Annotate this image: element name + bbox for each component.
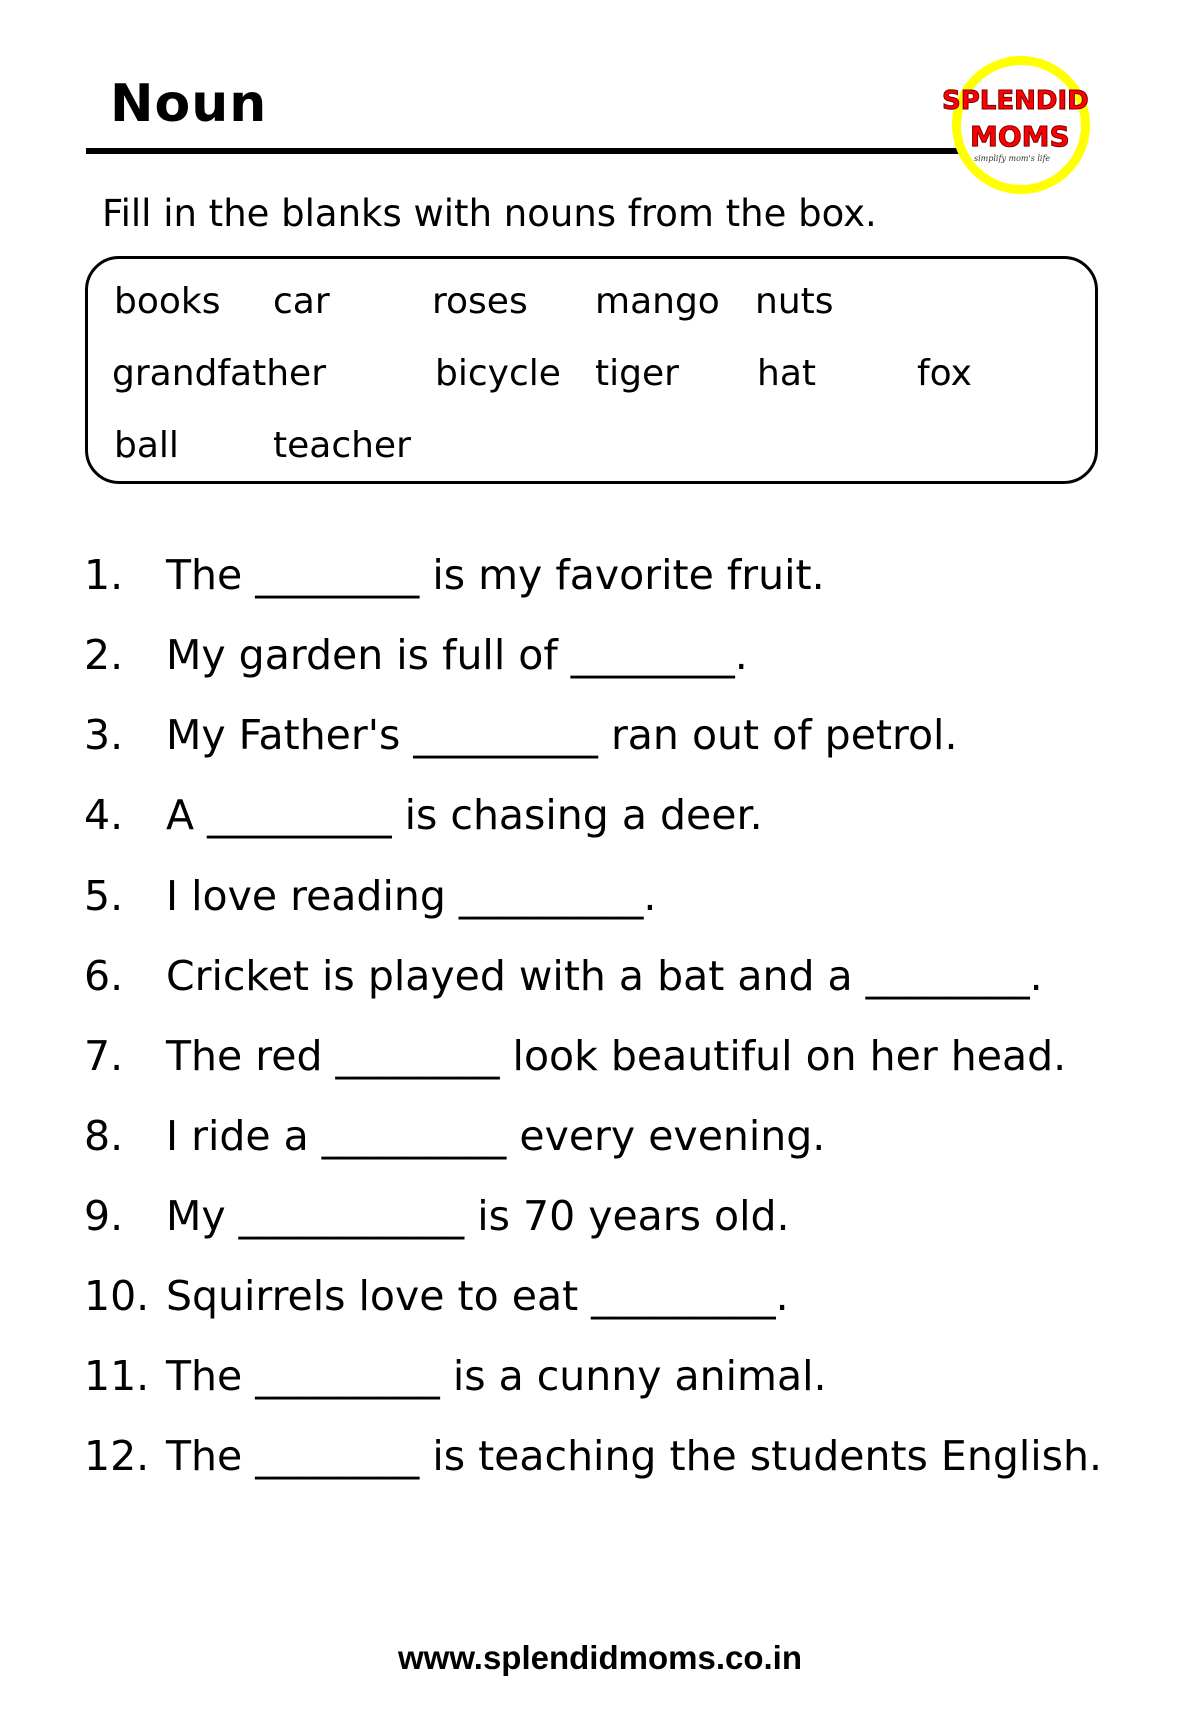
question-number: 10. [84,1272,150,1320]
word-bank-item: hat [757,353,816,394]
question-item [84,1188,790,1244]
question-text: My garden is full of ________. [166,631,748,679]
question-item [84,547,825,603]
question-item [84,1428,1102,1484]
word-bank-item: bicycle [435,353,561,394]
question-text: The red ________ look beautiful on her head. [166,1032,1067,1080]
question-number: 6. [84,952,124,1000]
footer-website: www.splendidmoms.co.in [398,1639,802,1676]
question-number: 4. [84,791,124,839]
question-text: Cricket is played with a bat and a ________. [166,952,1043,1000]
question-item [84,948,1043,1004]
question-number: 3. [84,711,124,759]
question-number: 1. [84,551,124,599]
word-bank-item: grandfather [112,353,326,394]
question-number: 7. [84,1032,124,1080]
question-text: I love reading _________. [166,872,657,920]
question-item [84,627,748,683]
question-text: The ________ is teaching the students English. [166,1432,1103,1480]
question-text: A _________ is chasing a deer. [166,791,763,839]
question-item [84,868,656,924]
word-bank-item: tiger [595,353,679,394]
page-title: Noun [110,74,268,134]
question-text: Squirrels love to eat _________. [166,1272,789,1320]
word-bank-item: nuts [755,281,834,322]
question-text: My Father's _________ ran out of petrol. [166,711,958,759]
logo-tagline: simplify mom's life [974,154,1051,163]
question-number: 12. [84,1432,150,1480]
word-bank-item: fox [917,353,972,394]
question-number: 8. [84,1112,124,1160]
question-text: The _________ is a cunny animal. [166,1352,827,1400]
question-item [84,1028,1066,1084]
word-bank-item: mango [595,281,720,322]
question-item [84,1348,827,1404]
instruction-text: Fill in the blanks with nouns from the box. [102,192,877,235]
question-text: I ride a _________ every evening. [166,1112,826,1160]
question-number: 11. [84,1352,150,1400]
question-number: 9. [84,1192,124,1240]
question-number: 2. [84,631,124,679]
word-bank-item: books [114,281,221,322]
word-bank-item: car [273,281,330,322]
word-bank-item: teacher [273,425,411,466]
logo-line-1: SPLENDID [942,86,1089,116]
question-text: My ___________ is 70 years old. [166,1192,790,1240]
question-item [84,1268,789,1324]
logo-line-2: MOMS [970,120,1070,153]
question-item [84,1108,825,1164]
question-number: 5. [84,872,124,920]
word-bank-item: roses [432,281,528,322]
word-bank-item: ball [114,425,179,466]
question-text: The ________ is my favorite fruit. [166,551,825,599]
question-item [84,707,957,763]
title-underline [86,148,1006,154]
question-item [84,787,763,843]
